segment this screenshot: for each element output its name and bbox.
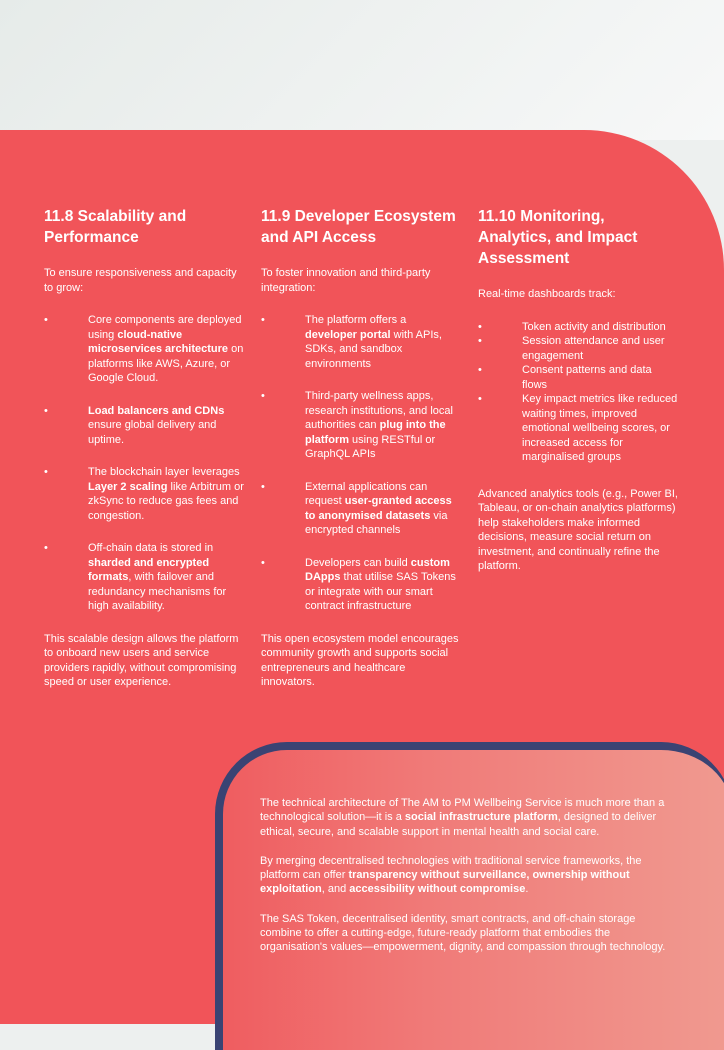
top-header-band — [0, 0, 724, 140]
bullet-icon: • — [261, 390, 265, 402]
section-intro: To ensure responsiveness and capacity to grow: — [44, 267, 237, 294]
section-outro: This scalable design allows the platform to onboard new users and service providers rapidly, without compromising speed or user experience. — [44, 632, 239, 688]
summary-paragraph: The technical architecture of The AM to PM Wellbeing Service is much more than a technological solution—it is a social infrastructure platform, designed to deliver ethical, secure, and scalable support in mental health and social care. — [260, 797, 665, 838]
list-item: • Third-party wellness apps, research institutions, and local authorities can plug into the platform using RESTful or GraphQL APIs — [261, 390, 453, 460]
list-item: • The blockchain layer leverages Layer 2 scaling like Arbitrum or zkSync to reduce gas fees and congestion. — [44, 466, 244, 522]
bullet-icon: • — [478, 364, 482, 376]
section-title: 11.9 Developer Ecosystem and API Access — [261, 208, 456, 246]
bullet-icon: • — [44, 404, 48, 417]
list-item: • Developers can build custom DApps that utilise SAS Tokens or integrate with our smart contract infrastructure — [261, 556, 456, 612]
section-outro: This open ecosystem model encourages community growth and supports social entrepreneurs and healthcare innovators. — [261, 632, 459, 688]
bullet-list — [261, 313, 461, 614]
summary-paragraph: By merging decentralised technologies with traditional service frameworks, the platform can offer transparency without surveillance, ownership without exploitation, and accessibility without compromise. — [260, 854, 642, 896]
list-item: • External applications can request user-granted access to anonymised datasets via encrypted channels — [261, 480, 452, 536]
list-item: • The platform offers a developer portal with APIs, SDKs, and sandbox environments — [261, 314, 442, 370]
bullet-icon: • — [478, 335, 482, 347]
section-outro: Advanced analytics tools (e.g., Power BI, Tableau, or on-chain analytics platforms) help stakeholders make informed decisions, measure social return on investment, and continually refine the platform. — [478, 487, 678, 572]
section-title: 11.10 Monitoring, Analytics, and Impact Assessment — [478, 208, 638, 267]
section-title: 11.8 Scalability and Performance — [44, 208, 187, 246]
bullet-list — [44, 313, 244, 614]
list-item: • Key impact metrics like reduced waiting times, improved emotional wellbeing scores, or increased access for marginalised groups — [478, 393, 678, 463]
bullet-icon: • — [261, 480, 265, 493]
section-intro: To foster innovation and third-party integration: — [261, 267, 431, 294]
summary-text — [260, 796, 680, 970]
bullet-icon: • — [478, 320, 482, 333]
bullet-icon: • — [261, 314, 265, 326]
section-11-8 — [44, 206, 244, 690]
list-item: • Core components are deployed using cloud-native microservices architecture on platforms like AWS, Azure, or Google Cloud. — [44, 314, 244, 384]
bullet-icon: • — [44, 542, 48, 554]
bullet-icon: • — [261, 556, 265, 569]
list-item: • Consent patterns and data flows — [478, 364, 652, 391]
list-item: • Load balancers and CDNs ensure global delivery and uptime. — [44, 404, 225, 446]
bullet-list — [478, 320, 678, 465]
summary-paragraph: The SAS Token, decentralised identity, smart contracts, and off-chain storage combine to offer a cutting-edge, future-ready platform that embodies the organisation's values—empowerment, dignity, and compassion through technology. — [260, 912, 666, 954]
list-item: • Token activity and distribution — [478, 320, 666, 333]
section-intro: Real-time dashboards track: — [478, 288, 616, 300]
bullet-icon: • — [44, 466, 48, 478]
bullet-icon: • — [478, 393, 482, 405]
section-11-9 — [261, 206, 461, 690]
bullet-icon: • — [44, 314, 48, 326]
section-11-10 — [478, 206, 678, 574]
list-item: • Session attendance and user engagement — [478, 335, 665, 362]
list-item: • Off-chain data is stored in sharded and encrypted formats, with failover and redundancy mechanisms for high availability. — [44, 542, 227, 612]
